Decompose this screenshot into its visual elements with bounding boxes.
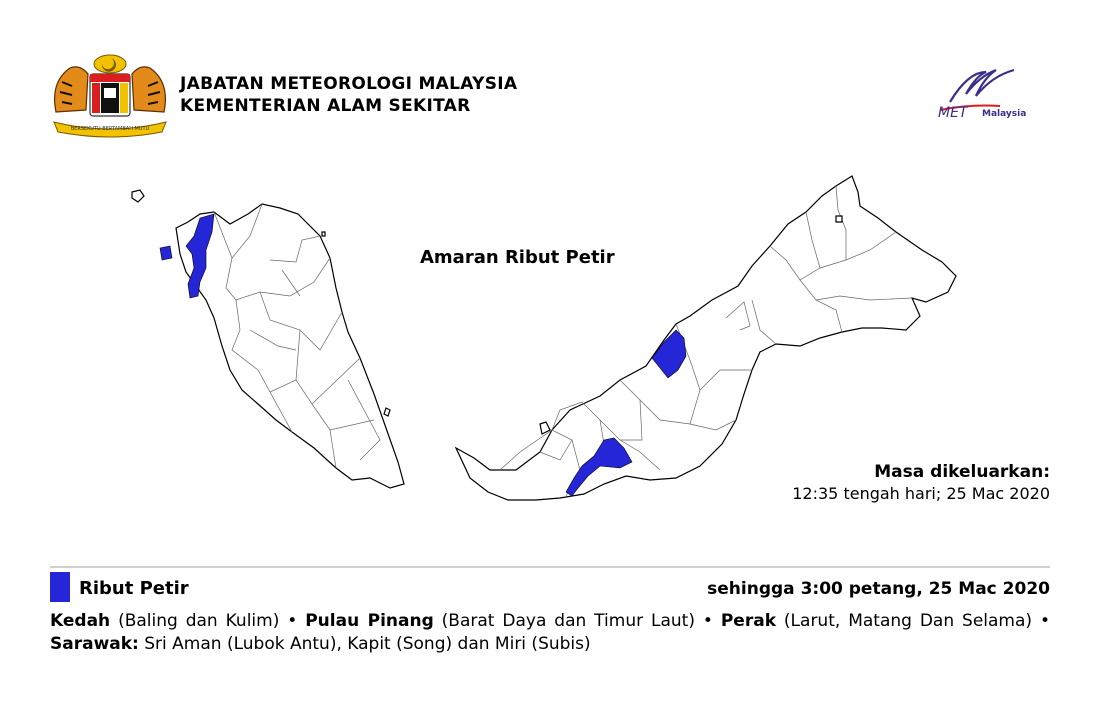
met-malaysia-logo-icon — [932, 66, 1050, 122]
area-districts: (Larut, Matang Dan Selama) — [783, 611, 1033, 631]
area-districts: (Baling dan Kulim) — [118, 611, 280, 631]
organization-name: JABATAN METEOROLOGI MALAYSIA — [180, 74, 518, 94]
legend-swatch — [50, 572, 70, 602]
issued-time-label: Masa dikeluarkan: — [874, 462, 1050, 482]
area-state: Perak — [720, 611, 776, 631]
malaysia-coat-of-arms-icon — [48, 52, 172, 140]
legend-label: Ribut Petir — [79, 578, 189, 599]
area-state: Kedah — [50, 611, 111, 631]
map-title: Amaran Ribut Petir — [420, 247, 615, 268]
malaysia-logo-text: Malaysia — [982, 109, 1027, 119]
area-districts: (Barat Daya dan Timur Laut) — [441, 611, 695, 631]
issued-time-value: 12:35 tengah hari; 25 Mac 2020 — [792, 484, 1050, 503]
peninsular-malaysia — [132, 190, 404, 488]
met-logo-text: MET — [938, 105, 968, 121]
affected-areas-list — [50, 610, 1050, 656]
section-divider — [50, 566, 1050, 568]
separator: • — [287, 611, 298, 631]
area-state: Pulau Pinang — [305, 611, 434, 631]
separator: • — [702, 611, 713, 631]
crest-motto: BERSEKUTU BERTAMBAH MUTU — [70, 126, 150, 132]
area-state: Sarawak: — [50, 634, 139, 654]
separator: • — [1039, 611, 1050, 631]
warning-area-pulau-pinang — [160, 246, 172, 260]
east-malaysia — [456, 176, 956, 500]
valid-until-text: sehingga 3:00 petang, 25 Mac 2020 — [707, 579, 1050, 599]
ministry-name: KEMENTERIAN ALAM SEKITAR — [180, 96, 471, 116]
malaysia-warning-map — [120, 160, 970, 520]
area-districts: Sri Aman (Lubok Antu), Kapit (Song) dan Miri (Subis) — [144, 634, 591, 654]
